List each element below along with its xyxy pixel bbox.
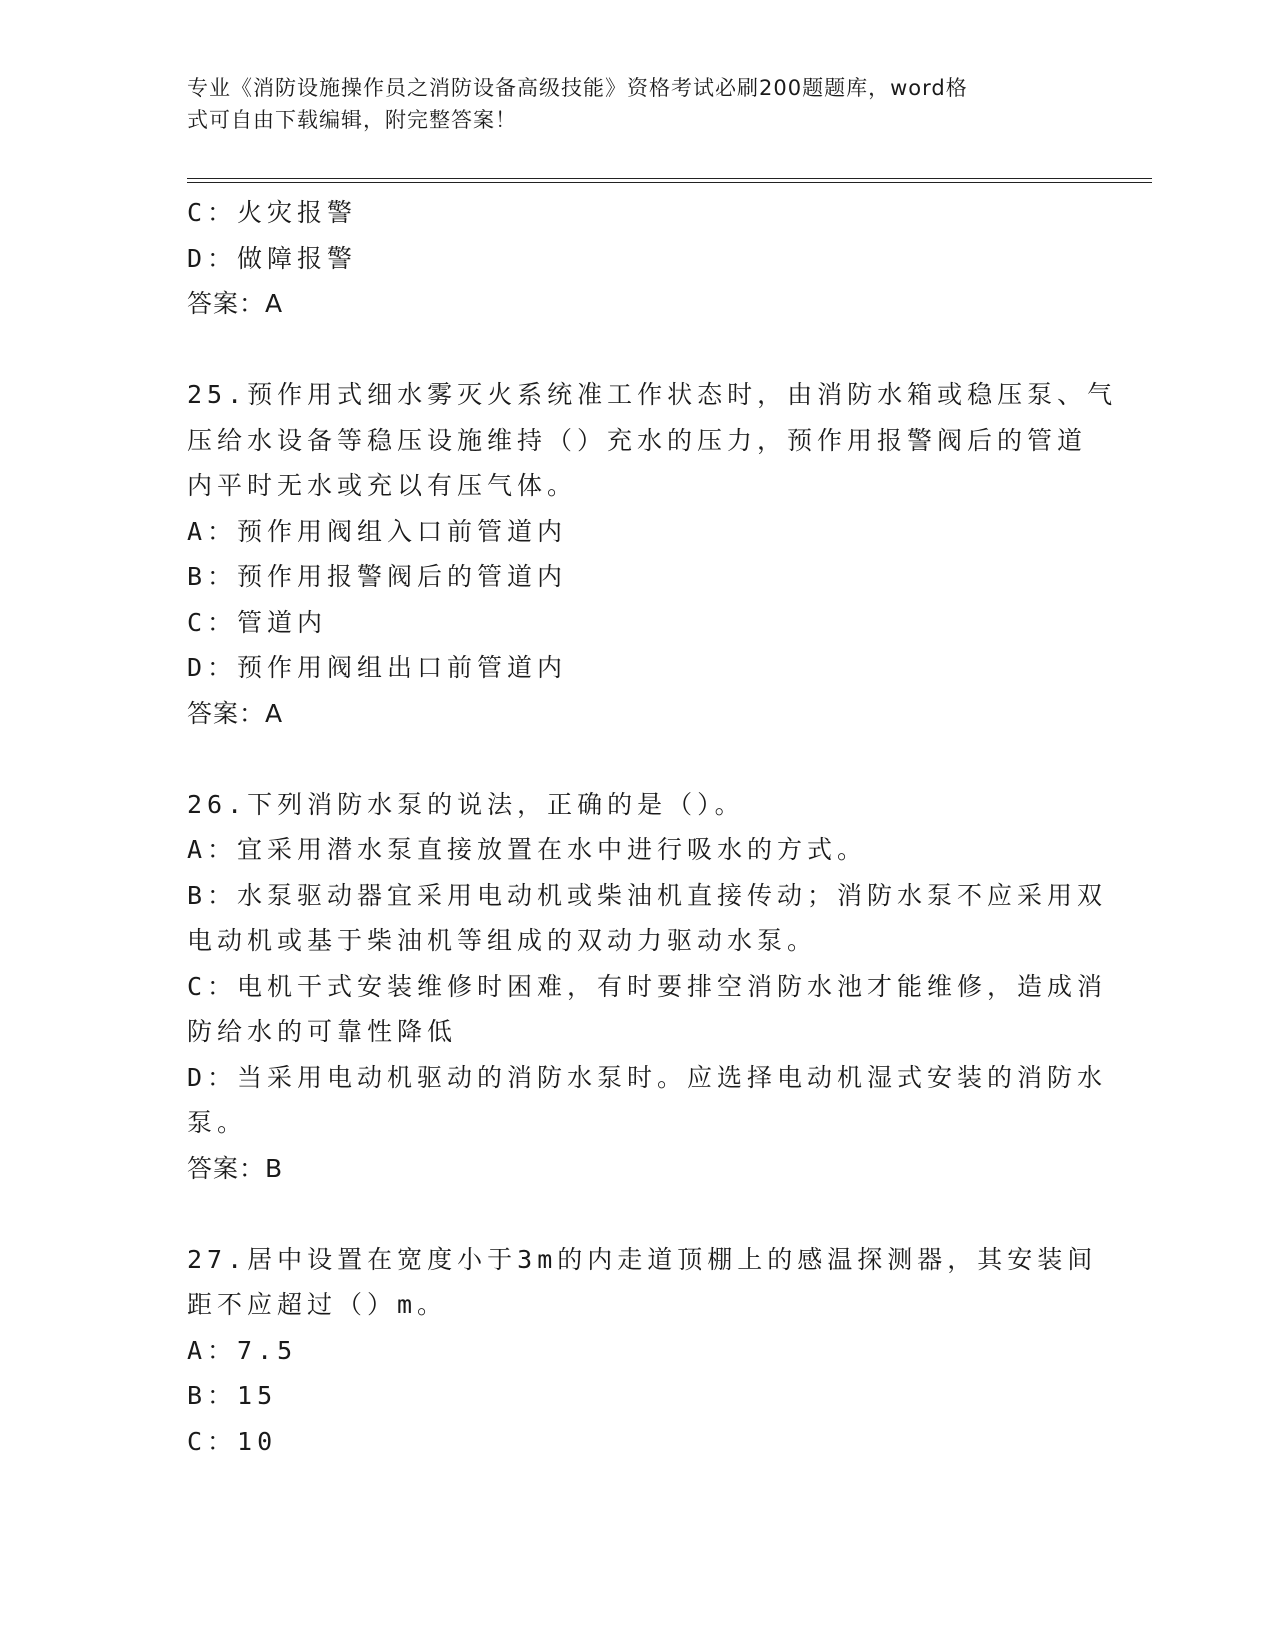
option-d: D：预作用阀组出口前管道内	[187, 653, 568, 682]
question-27	[187, 1237, 1098, 1465]
option-a: A：7.5	[187, 1335, 298, 1365]
option-b: B：水泵驱动器宜采用电动机或柴油机直接传动；消防水泵不应采用双	[187, 880, 1108, 910]
answer-line: 答案：B	[187, 1153, 284, 1183]
option-d: D：当采用电动机驱动的消防水泵时。应选择电动机湿式安装的消防水	[187, 1062, 1108, 1092]
question-stem-line: 27.居中设置在宽度小于3m的内走道顶棚上的感温探测器，其安装间	[187, 1244, 1098, 1274]
option-a: A：预作用阀组入口前管道内	[187, 516, 568, 546]
option-d-continued: 泵。	[187, 1108, 248, 1137]
option-b: B：预作用报警阀后的管道内	[187, 562, 568, 591]
spacer	[187, 736, 1067, 782]
option-c: C：10	[187, 1426, 278, 1456]
header-divider-top	[187, 178, 1152, 179]
question-stem-line: 压给水设备等稳压设施维持（）充水的压力，预作用报警阀后的管道	[187, 425, 1088, 455]
header-line-1: 专业《消防设施操作员之消防设备高级技能》资格考试必刷200题题库，word格	[187, 76, 968, 100]
option-b-continued: 电动机或基于柴油机等组成的双动力驱动水泵。	[187, 926, 818, 955]
spacer	[187, 327, 1067, 373]
header-line-2: 式可自由下载编辑，附完整答案！	[187, 108, 517, 132]
document-header	[187, 72, 1067, 136]
question-stem-line: 26.下列消防水泵的说法，正确的是（）。	[187, 789, 745, 819]
question-stem-line: 距不应超过（）m。	[187, 1290, 448, 1319]
answer-line: 答案：A	[187, 289, 284, 318]
header-divider-bottom	[187, 182, 1152, 183]
question-26	[187, 782, 1108, 1192]
option-b: B：15	[187, 1381, 278, 1410]
question-stem-line: 内平时无水或充以有压气体。	[187, 471, 578, 500]
option-c: C：电机干式安装维修时困难，有时要排空消防水池才能维修，造成消	[187, 971, 1108, 1001]
question-25	[187, 372, 1118, 736]
spacer	[187, 1191, 1067, 1237]
question-list	[187, 190, 1118, 1464]
question-stem-line: 25.预作用式细水雾灭火系统准工作状态时，由消防水箱或稳压泵、气	[187, 380, 1118, 409]
question-24-tail	[187, 190, 1067, 327]
option-c: C：管道内	[187, 607, 328, 637]
answer-line: 答案：A	[187, 698, 284, 728]
option-d: D：做障报警	[187, 243, 358, 273]
option-c-continued: 防给水的可靠性降低	[187, 1017, 458, 1046]
option-c: C：火灾报警	[187, 198, 358, 227]
option-a: A：宜采用潜水泵直接放置在水中进行吸水的方式。	[187, 835, 868, 864]
